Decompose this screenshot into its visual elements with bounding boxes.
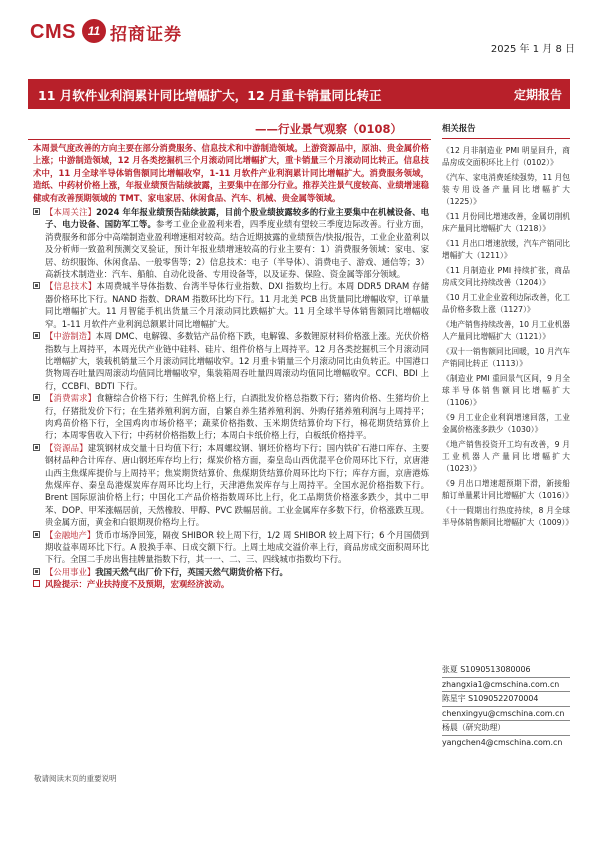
checkbox-bullet-icon	[33, 531, 40, 538]
checkbox-bullet-icon	[33, 444, 40, 451]
bullet-list	[33, 206, 429, 591]
bullet-tag: 【公用事业】	[45, 566, 96, 577]
logo-cn: 招商证券	[110, 25, 182, 45]
summary-paragraph: 本周景气度改善的方向主要在部分消费服务、信息技术和中游制造领域。上游资源品中，原油、贵金属价格上涨；中游制造领域，12 月各类挖掘机三个月滚动同比增幅扩大，重卡销量三个月滚动同比转正。信息技术中，11 月全球半导体销售额同比增幅收窄，1-11 月软件产业利润累计同比增幅扩大。消费服务领域，造纸、中药材价格上涨，年报业绩预告陆续披露，主要集中在部分行业。推荐关注景气度较高、业绩增速稳健或有改善预期领域的 TMT、家电家居、休闲食品、汽车、机械、贵金属等领域。	[33, 143, 429, 203]
main-content	[33, 142, 429, 591]
related-report-link[interactable]: 《地产销售投资开工均有改善，9 月工业机器人产量同比增幅扩大（1023）》	[442, 440, 570, 473]
bullet-focus	[33, 206, 429, 280]
logo-cms: CMS	[30, 21, 76, 43]
bullet-tag: 【消费需求】	[45, 393, 97, 404]
bullet-text: 参考工业企业盈利来看，四季度业绩有望较三季度边际改善。行业方面，消费服务和部分中高端制造业盈利增速相对较高。结合近期披露的业绩预告/快报/报告，工业企业盈利以及分析师一致盈利预测交叉验证，预计年报业绩增速较高的行业主要有：1）消费服务领域：家电、家居、纺织服饰、休闲食品、一般零售等；2）信息技术：电子（半导体）、消费电子、游戏、通信等；3）高新技术制造业：汽车、船舶、自动化设备、专用设备等，以及证券、保险、资金属等部分领域。	[45, 219, 430, 280]
checkbox-bullet-icon	[33, 394, 40, 401]
bullet-resources	[33, 442, 429, 529]
related-reports-title: 相关报告	[442, 123, 476, 133]
bullet-tag: 【资源品】	[45, 442, 88, 453]
risk-text: 风险提示：产业扶持度不及预期，宏观经济波动。	[45, 579, 230, 590]
bullet-utilities	[33, 566, 429, 578]
checkbox-bullet-icon	[33, 332, 40, 339]
related-report-link[interactable]: 《11 月制造业 PMI 持续扩张，商品房成交同比持续改善（1204）》	[442, 266, 570, 287]
checkbox-bullet-icon	[33, 282, 40, 289]
report-type-tag: 定期报告	[513, 88, 562, 102]
subtitle-divider	[28, 139, 431, 140]
bullet-text: 食糖综合价格下行；生鲜乳价格上行，白酒批发价格总指数下行；猪肉价格、生猪均价上行，仔猪批发价下行；在生猪养殖利润方面，自繁自养生猪养殖利润、外购仔猪养殖利润与上周持平；肉鸡苗价格下行，全国鸡肉市场价格平；蔬菜价格指数、玉米期货结算价均下行，棉花期货结算价上行；本周零售收入下行；中药材价格指数上行；本周白卡纸价格上行，白板纸价格持平。	[45, 393, 430, 441]
related-report-link[interactable]: 《制造业 PMI 重回景气区间，9 月全球半导体销售额同比增幅扩大（1106）》	[442, 374, 570, 407]
author-email[interactable]: zhangxia1@cmschina.com.cn	[442, 679, 560, 689]
bullet-text: 本周费城半导体指数、台湾半导体行业指数、DXI 指数均上行。本周 DDR5 DRAM 存储器价格环比下行。NAND 指数、DRAM 指数环比均下行。11 月北美 PCB 出货量同比增幅收窄，订单量同比增幅扩大。11 月智能手机出货量三个月滚动同比跌幅扩大。11 月全球半导体销售额同比增幅收窄。1-11 月软件产业利润总额累计同比增幅扩大。	[45, 281, 430, 329]
author-name: 杨晨（研究助理）	[442, 723, 506, 733]
report-title: 11 月软件业利润累计同比增幅扩大，12 月重卡销量同比转正	[38, 88, 382, 103]
related-report-link[interactable]: 《双十一销售额同比回暖，10 月汽车产销同比转正（1113）》	[442, 347, 570, 368]
author-name: 张夏 S1090513080006	[442, 665, 531, 674]
risk-warning	[33, 578, 429, 590]
page-header	[0, 0, 595, 60]
related-report-link[interactable]: 《11 月份同比增速改善，金属切削机床产量同比增幅扩大（1218）》	[442, 212, 570, 233]
bullet-text: 建筑钢材成交量十日均值下行；本周螺纹钢、钢坯价格均下行；国内铁矿石港口库存、主要钢材品种合计库存、唐山钢坯库存均上行；煤炭价格方面，秦皇岛山西优混平仓价周环比下行，京唐港山西主焦煤库提价与上周持平；焦炭期货结算价、焦煤期货结算价周环比均下行；库存方面，京唐港炼焦煤库存、秦皇岛港煤炭库存周环比均上行，天津港焦炭库存与上周持平。全国水泥价格指数下行。Brent 国际原油价格上行；中国化工产品价格指数周环比上行，化工品期货价格涨多跌少，其中二甲苯、DOP、甲苯涨幅居前，天然橡胶、甲醇、PVC 跌幅居前。工业金属库存多数下行，价格涨跌互现。贵金属方面，黄金和白银期现价格均上行。	[45, 442, 429, 528]
author-block	[442, 663, 570, 750]
report-subtitle: ——行业景气观察（0108）	[255, 122, 403, 136]
author-email[interactable]: chenxingyu@cmschina.com.cn	[442, 708, 565, 718]
author-name: 陈星宇 S1090522070004	[442, 694, 539, 704]
checkbox-bullet-icon	[33, 208, 40, 215]
bullet-text: 我国天然气出厂价下行，英国天然气期货价格下行。	[95, 566, 288, 577]
related-report-link[interactable]: 《11 月出口增速放缓，汽车产销同比增幅扩大（1211）》	[442, 239, 570, 260]
related-reports-sidebar	[442, 122, 574, 532]
page-footer: 敬请阅读末页的重要说明	[34, 774, 117, 783]
related-report-link[interactable]: 《汽车、家电消费延续强势，11 月包装专用设备产量同比增幅扩大（1225）》	[442, 173, 570, 206]
report-date: 2025 年 1 月 8 日	[490, 44, 575, 55]
related-report-link[interactable]: 《9 月出口增速超预期下滑，新接船舶订单量累计同比增幅扩大（1016）》	[442, 479, 574, 500]
bullet-tag: 【中游制造】	[45, 331, 96, 342]
logo-mark-icon: 11	[82, 19, 106, 43]
bullet-lead: 2024 年年报业绩预告陆续披露，目前个股业绩披露较多的行业主要集中在机械设备、电子、电力设备、国防军工等。	[45, 207, 429, 230]
bullet-tag: 【本周关注】	[45, 207, 97, 218]
author-email[interactable]: yangchen4@cmschina.com.cn	[442, 737, 563, 747]
bullet-text: 本周 DMC、电解镍、多数钴产品价格下跌，电解镍、多数锂原材料价格涨上涨。光伏价格指数与上周持平，本周光伏产业链中硅料、硅片、组件价格与上周持平。12 月各类挖掘机三个月滚动同比增幅扩大，装载机销量三个月滚动同比增幅收窄。12 月重卡销量三个月滚动同比由负转正。中国港口货物周吞吐量四周滚动均值同比增幅收窄，集装箱周吞吐量四周滚动均值同比增幅收窄。CCFI、BDI 上行，CCBFI、BDTI 下行。	[45, 331, 429, 391]
bullet-tag: 【金融地产】	[45, 529, 96, 540]
bullet-finance-realestate	[33, 529, 429, 566]
related-divider	[442, 138, 570, 139]
checkbox-bullet-icon	[33, 580, 40, 587]
related-report-link[interactable]: 《9 月工业企业利润增速回落，工业金属价格涨多跌少（1030）》	[442, 413, 570, 434]
related-report-link[interactable]: 《地产销售持续改善，10 月工业机器人产量同比增幅扩大（1121）》	[442, 320, 570, 341]
checkbox-bullet-icon	[33, 568, 40, 575]
related-report-link[interactable]: 《10 月工业企业盈利边际改善，化工品价格多数上涨（1127）》	[442, 293, 570, 314]
title-bar	[28, 79, 570, 109]
related-report-link[interactable]: 《十一假期出行热度持续，8 月全球半导体销售额同比增幅扩大（1009）》	[442, 506, 574, 527]
bullet-text: 货币市场净回笼，隔夜 SHIBOR 较上周下行，1/2 周 SHIBOR 较上周下行；6 个月国债到期收益率周环比下行。A 股换手率、日成交额下行。上周土地成交溢价率上行，商品房成交面积周环比下行。全国二手房出售挂牌量指数下行，其一一、二、三、四线城市指数均下行。	[45, 529, 429, 565]
bullet-tag: 【信息技术】	[45, 281, 97, 292]
related-report-link[interactable]: 《12 月非制造业 PMI 明显回升，商品房成交面积环比上行（0102）》	[442, 146, 570, 167]
bullet-it	[33, 280, 429, 330]
bullet-consumer	[33, 392, 429, 442]
bullet-manufacturing	[33, 330, 429, 392]
